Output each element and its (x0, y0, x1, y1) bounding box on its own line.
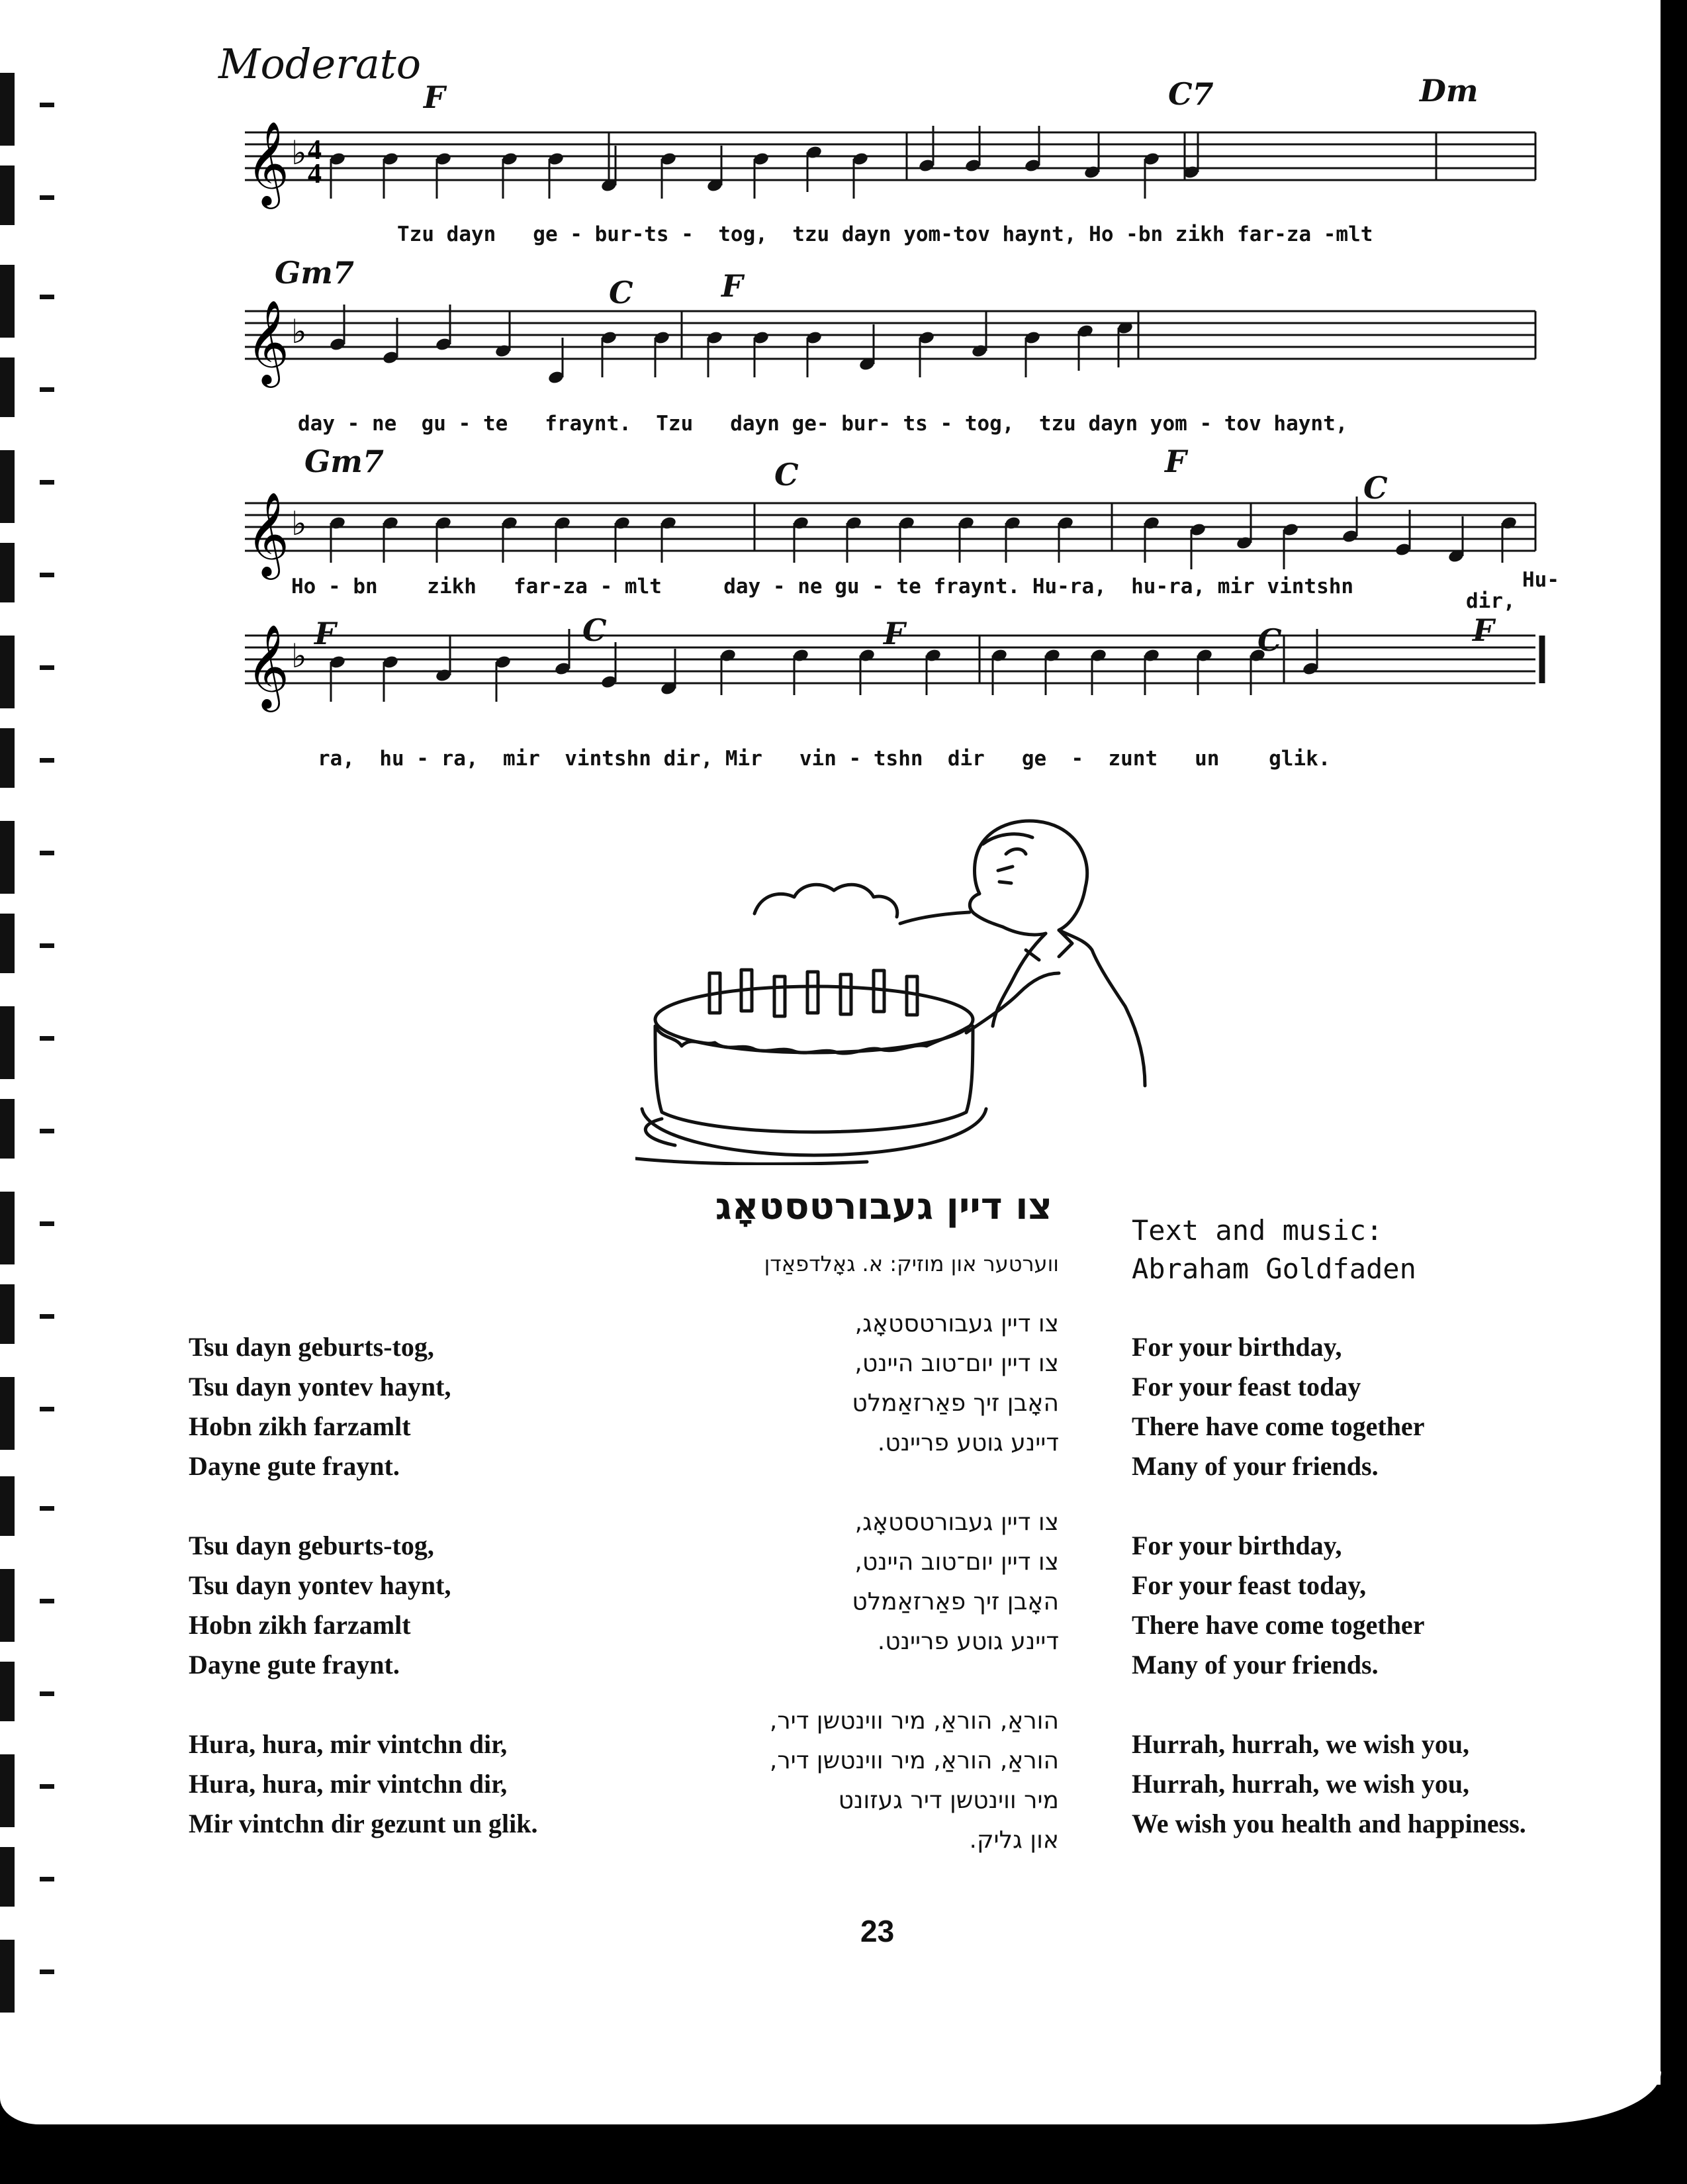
lyric-line: צו דיין יום־טוב היינט, (854, 1350, 1059, 1377)
lyric-line: דיינע גוטע פריינט. (877, 1628, 1059, 1655)
binding-hole (40, 1506, 54, 1511)
lyric-line: צו דיין יום־טוב היינט, (854, 1548, 1059, 1576)
lyric-line: האָבן זיך פאַרזאַמלט (852, 1588, 1059, 1615)
lyric-line: Mir vintchn dir gezunt un glik. (189, 1809, 538, 1838)
lyric-line: Many of your friends. (1132, 1451, 1379, 1481)
credit-label: Text and music: (1132, 1214, 1383, 1247)
lyric-line: צו דיין געבורטסטאָג, (854, 1310, 1059, 1337)
binding-ring (0, 728, 15, 788)
binding-ring (0, 1006, 15, 1079)
binding-ring (0, 821, 15, 894)
binding-hole (40, 851, 54, 855)
birthday-cake-illustration (635, 808, 1152, 1165)
lyric-line: For your birthday, (1132, 1531, 1342, 1560)
lyric-line-2: day - ne gu - te fraynt. Tzu dayn ge- bur- ts - tog, tzu dayn yom - tov haynt, (298, 412, 1348, 436)
binding-ring (0, 1940, 15, 2013)
chord-symbol: F (884, 616, 905, 651)
transliteration-column (189, 1327, 538, 1883)
yiddish-credit: ווערטער און מוזיק: א. גאָלדפאַדן (764, 1251, 1059, 1276)
binding-hole (40, 295, 54, 299)
binding-hole (40, 480, 54, 485)
chord-symbol: Dm (1420, 73, 1479, 109)
stanza (189, 1526, 538, 1685)
page-number: 23 (860, 1914, 895, 1948)
treble-clef: 𝄞 (246, 299, 290, 384)
lyric-line: צו דיין געבורטסטאָג, (854, 1509, 1059, 1536)
lyric-line: Tsu dayn yontev haynt, (189, 1570, 451, 1600)
binding-hole (40, 103, 54, 107)
binding-ring (0, 914, 15, 973)
lyric-line: Hobn zikh farzamlt (189, 1610, 411, 1640)
chord-symbol: F (424, 79, 445, 115)
staff-system-1 (238, 106, 1549, 238)
lyric-line: Tsu dayn yontev haynt, (189, 1372, 451, 1401)
stanza (662, 1701, 1059, 1860)
binding-hole (40, 573, 54, 577)
lyric-line: Hurrah, hurrah, we wish you, (1132, 1729, 1470, 1759)
yiddish-title: צו דיין געבורטסטאָג (715, 1185, 1052, 1228)
chord-symbol: C (609, 275, 633, 310)
chord-symbol: Gm7 (304, 444, 384, 479)
key-signature-flat: ♭ (291, 134, 307, 172)
lyric-line: Dayne gute fraynt. (189, 1650, 400, 1680)
lyric-line-1: Tzu dayn ge - bur-ts - tog, tzu dayn yom-tov haynt, Ho -bn zikh far-za -mlt (397, 222, 1373, 246)
binding-ring (0, 1754, 15, 1827)
chord-symbol: F (1165, 444, 1187, 479)
binding-hole (40, 1314, 54, 1319)
stanza (1132, 1526, 1526, 1685)
key-signature-flat: ♭ (291, 504, 307, 543)
binding-ring (0, 73, 15, 146)
english-translation-column (1132, 1327, 1526, 1883)
chord-symbol: C7 (1168, 76, 1214, 112)
stanza (1132, 1327, 1526, 1486)
lyric-line: Tsu dayn geburts-tog, (189, 1531, 434, 1560)
binding-hole (40, 943, 54, 948)
tempo-marking: Moderato (218, 40, 422, 88)
chord-symbol: C (1363, 470, 1388, 506)
chord-symbol: F (1473, 612, 1494, 648)
binding-hole (40, 1877, 54, 1881)
lyric-line: For your feast today, (1132, 1570, 1367, 1600)
stanza (662, 1304, 1059, 1463)
time-signature: 4 (308, 135, 322, 166)
lyric-line: און גליק. (969, 1827, 1059, 1854)
chord-symbol: Gm7 (275, 255, 354, 291)
binding-ring (0, 636, 15, 708)
lyric-line: Many of your friends. (1132, 1650, 1379, 1680)
binding-ring (0, 1099, 15, 1159)
treble-clef: 𝄞 (246, 624, 290, 708)
lyric-line: We wish you health and happiness. (1132, 1809, 1526, 1838)
binding-ring (0, 1192, 15, 1264)
stanza (1132, 1725, 1526, 1844)
lyric-line-4: ra, hu - ra, mir vintshn dir, Mir vin - tshn dir ge - zunt un glik. (318, 747, 1331, 771)
page-curl (0, 2071, 1661, 2124)
binding-hole (40, 387, 54, 392)
binding-hole (40, 665, 54, 670)
binding-ring (0, 1847, 15, 1907)
lyric-line: There have come together (1132, 1610, 1425, 1640)
lyric-line: דיינע גוטע פריינט. (877, 1429, 1059, 1456)
binding-hole (40, 195, 54, 200)
lyric-line: מיר ווינטשן דיר געזונט (838, 1787, 1059, 1814)
binding-hole (40, 1784, 54, 1789)
binding-ring (0, 265, 15, 338)
credit-author: Abraham Goldfaden (1132, 1253, 1416, 1285)
chord-symbol: C (1257, 622, 1282, 658)
binding-ring (0, 1284, 15, 1344)
binding-hole (40, 1407, 54, 1411)
binding-hole (40, 1970, 54, 1974)
key-signature-flat: ♭ (291, 637, 307, 675)
lyric-line: האָבן זיך פאַרזאַמלט (852, 1390, 1059, 1417)
binding-ring (0, 1569, 15, 1642)
binding-hole (40, 758, 54, 763)
lyric-line-3: Ho - bn zikh far-za - mlt day - ne gu - te fraynt. Hu-ra, hu-ra, mir vintshn (291, 575, 1354, 598)
treble-clef: 𝄞 (246, 491, 290, 576)
binding-ring (0, 166, 15, 225)
chord-symbol: F (721, 268, 743, 304)
lyric-line: Hobn zikh farzamlt (189, 1411, 411, 1441)
lyric-line: There have come together (1132, 1411, 1425, 1441)
binding-hole (40, 1129, 54, 1133)
lyric-line: הוראַ, הוראַ, מיר ווינטשן דיר, (769, 1707, 1059, 1734)
binding-ring (0, 357, 15, 417)
time-signature: 4 (308, 159, 322, 189)
page-edge-right (1661, 0, 1687, 2184)
binding-ring (0, 543, 15, 602)
lyric-line: For your birthday, (1132, 1332, 1342, 1362)
binding-hole (40, 1599, 54, 1603)
staff-system-2 (238, 285, 1549, 417)
lyric-line: Hura, hura, mir vintchn dir, (189, 1769, 508, 1799)
lyric-line: For your feast today (1132, 1372, 1361, 1401)
lyric-line: Dayne gute fraynt. (189, 1451, 400, 1481)
treble-clef: 𝄞 (246, 120, 290, 205)
binding-ring (0, 1476, 15, 1536)
stanza (662, 1503, 1059, 1662)
spiral-binding (0, 0, 73, 2118)
lyric-line: Hura, hura, mir vintchn dir, (189, 1729, 508, 1759)
chord-symbol: C (774, 457, 799, 493)
lyric-line-3-dir: dir, (1466, 589, 1516, 613)
binding-ring (0, 1377, 15, 1450)
binding-ring (0, 450, 15, 523)
binding-hole (40, 1036, 54, 1041)
chord-symbol: C (582, 612, 607, 648)
lyric-line: Tsu dayn geburts-tog, (189, 1332, 434, 1362)
binding-hole (40, 1221, 54, 1226)
binding-ring (0, 1662, 15, 1721)
stanza (189, 1327, 538, 1486)
lyric-line: Hurrah, hurrah, we wish you, (1132, 1769, 1470, 1799)
key-signature-flat: ♭ (291, 312, 307, 351)
binding-hole (40, 1691, 54, 1696)
chord-symbol: F (314, 616, 336, 651)
yiddish-lyrics-column (662, 1304, 1059, 1900)
lyric-line-3-hu: Hu- (1522, 568, 1559, 592)
text-and-music-credit (1132, 1211, 1416, 1288)
lyric-line: הוראַ, הוראַ, מיר ווינטשן דיר, (769, 1747, 1059, 1774)
stanza (189, 1725, 538, 1844)
